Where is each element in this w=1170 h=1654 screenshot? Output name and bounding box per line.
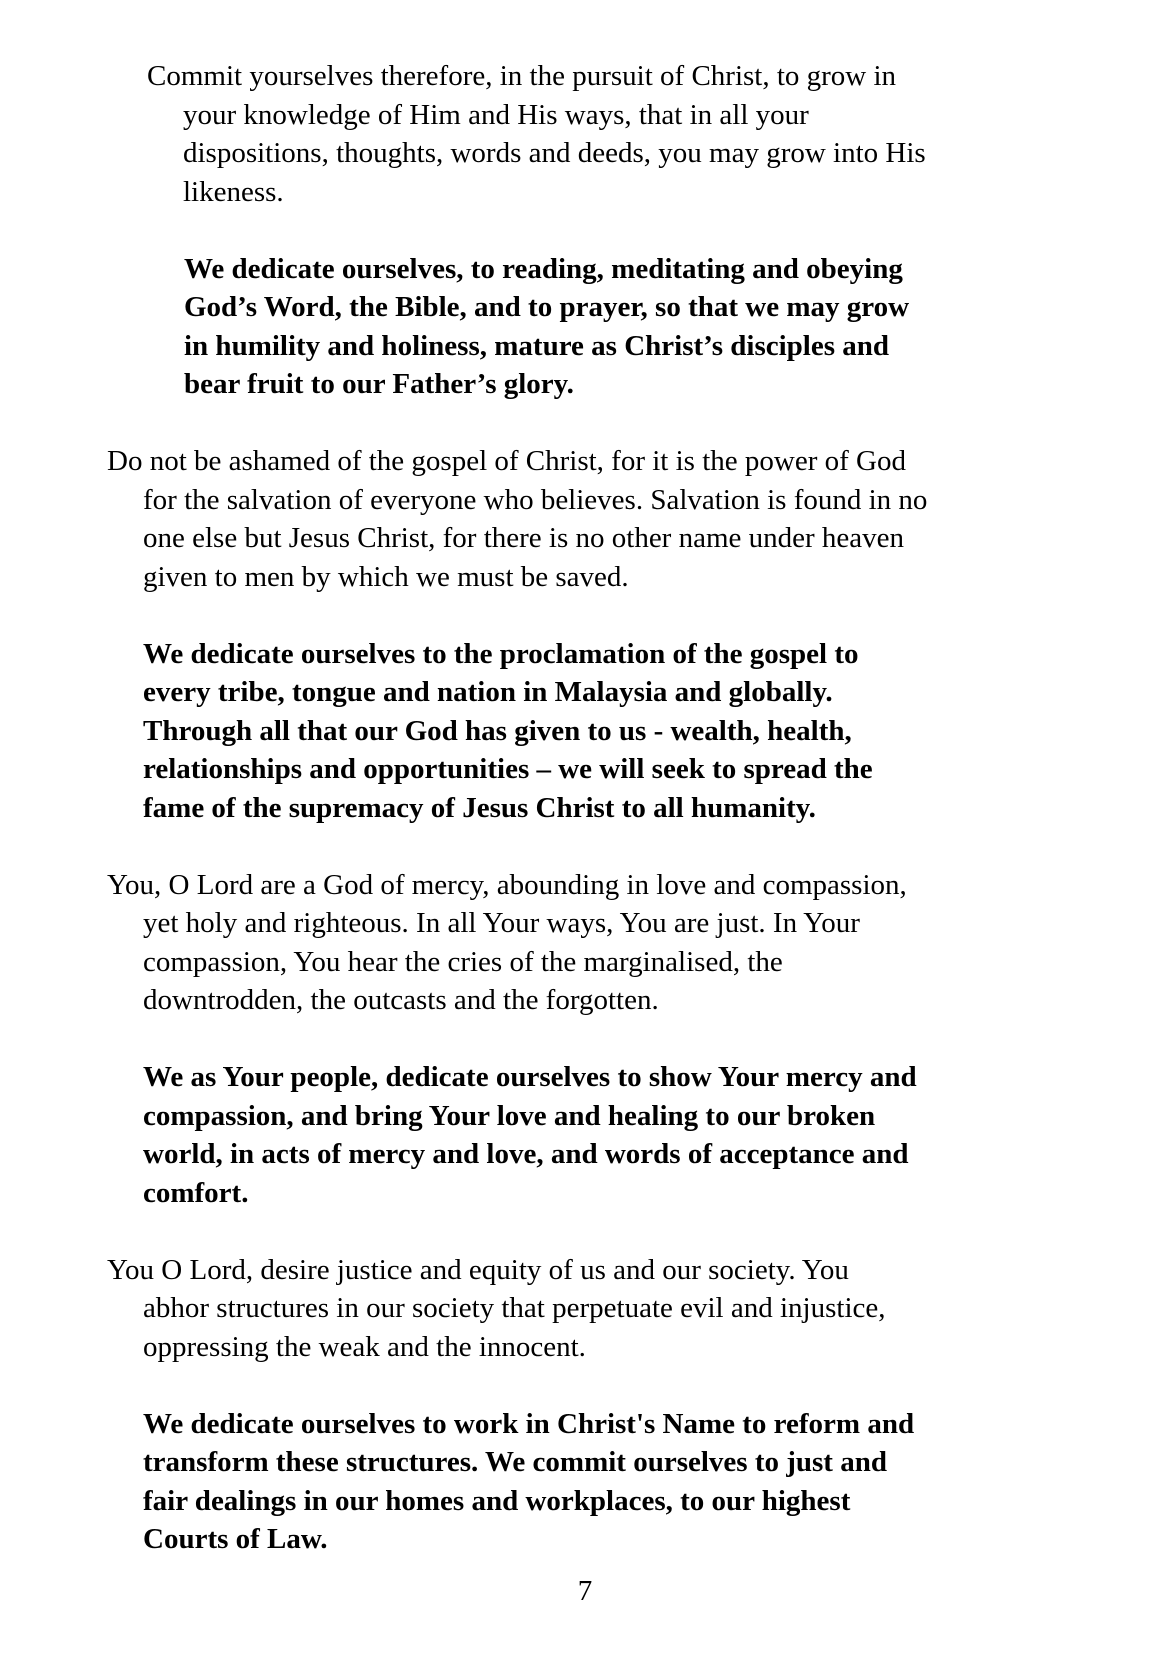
text-line: compassion, and bring Your love and healing to our broken [143,1099,876,1132]
text-line: We as Your people, dedicate ourselves to show Your mercy and [143,1061,917,1093]
text-line: Through all that our God has given to us - wealth, health, [143,714,852,747]
paragraph-justice-equity [107,1251,1063,1367]
text-line: You O Lord, desire justice and equity of us and our society. You [107,1253,849,1286]
paragraph-dedicate-mercy [107,1058,1063,1212]
paragraph-commit-pursuit [107,57,1063,211]
text-line: oppressing the weak and the innocent. [143,1330,586,1363]
text-line: given to men by which we must be saved. [143,560,629,593]
text-line: world, in acts of mercy and love, and words of acceptance and [143,1138,909,1170]
text-line: You, O Lord are a God of mercy, abounding in love and compassion, [107,868,907,901]
text-line: compassion, You hear the cries of the marginalised, the [143,945,783,978]
text-line: your knowledge of Him and His ways, that in all your [183,98,809,131]
text-line: every tribe, tongue and nation in Malaysia and globally. [143,676,833,708]
text-line: bear fruit to our Father’s glory. [184,368,574,400]
paragraph-dedicate-word [107,250,1063,404]
text-line: one else but Jesus Christ, for there is no other name under heaven [143,522,905,554]
text-line: fair dealings in our homes and workplaces, to our highest [143,1484,851,1517]
text-line: fame of the supremacy of Jesus Christ to all humanity. [143,791,816,824]
text-line: relationships and opportunities – we will seek to spread the [143,753,873,785]
page-number: 7 [577,1575,593,1607]
text-line: dispositions, thoughts, words and deeds, you may grow into His [183,137,926,169]
paragraph-dedicate-reform [107,1405,1063,1559]
text-line: likeness. [183,175,284,208]
text-line: for the salvation of everyone who believes. Salvation is found in no [143,483,928,516]
text-line: yet holy and righteous. In all Your ways, You are just. In Your [143,907,860,939]
text-line: transform these structures. We commit ourselves to just and [143,1446,887,1478]
text-line: comfort. [143,1176,249,1209]
text-line: downtrodden, the outcasts and the forgotten. [143,984,659,1016]
paragraph-gospel-power [107,442,1063,596]
text-line: We dedicate ourselves, to reading, meditating and obeying [184,252,903,285]
document-content [107,57,1063,1559]
text-line: Do not be ashamed of the gospel of Christ, for it is the power of God [107,445,906,477]
text-line: We dedicate ourselves to the proclamation of the gospel to [143,637,859,670]
text-line: Commit yourselves therefore, in the pursuit of Christ, to grow in [147,60,897,92]
text-line: in humility and holiness, mature as Christ’s disciples and [184,329,890,362]
paragraph-dedicate-proclamation [107,635,1063,828]
text-line: Courts of Law. [143,1523,328,1555]
text-line: abhor structures in our society that perpetuate evil and injustice, [143,1292,886,1324]
text-line: God’s Word, the Bible, and to prayer, so that we may grow [184,291,910,323]
paragraph-god-of-mercy [107,866,1063,1020]
text-line: We dedicate ourselves to work in Christ's Name to reform and [143,1407,915,1440]
